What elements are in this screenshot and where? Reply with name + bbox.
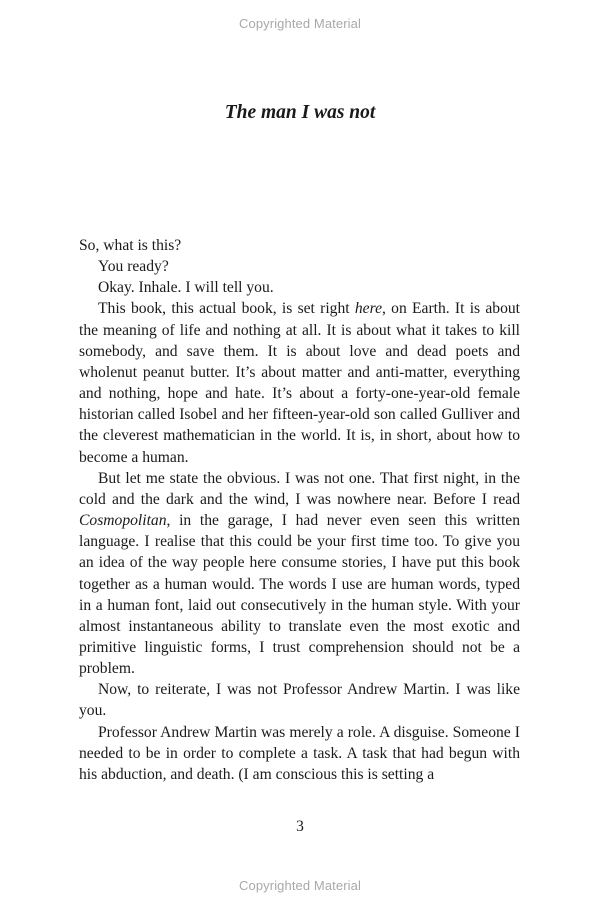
paragraph-5-lead: But let me state the obvious. I was not one. That first night, in the cold and the dark and the wind, I was nowhere near. Before I read — [79, 469, 520, 508]
paragraph-4-body: about the meaning of life and nothing at all. It is about what it takes to kill somebody, and save them. It is about love and dead poets and wholenut peanut butter. It’s about matter and anti-matter, everything and nothing, hope and hate. It’s about a forty-one-year-old female historian called Isobel and her fifteen-year-old son called Gulliver and the cleverest mathematician in the world. It is, in short, about how to become a human. — [79, 300, 521, 466]
paragraph-4 — [79, 298, 520, 467]
chapter-title: The man I was not — [224, 102, 376, 124]
copyright-watermark-bottom: Copyrighted Material — [239, 878, 361, 893]
paragraph-7: Professor Andrew Martin was merely a role. A disguise. Someone I needed to be in order to complete a task. A task that had begun with his abduction, and death. (I am conscious this is setting a — [79, 723, 520, 783]
paragraph-4-tail: , on Earth. It is — [382, 300, 486, 318]
copyright-watermark-top: Copyrighted Material — [239, 16, 361, 31]
emphasis-cosmopolitan: Cosmopolitan — [79, 512, 167, 530]
paragraph-6: Now, to reiterate, I was not Professor Andrew Martin. I was like you. — [79, 681, 520, 720]
body-text — [79, 235, 520, 785]
paragraph-2: You ready? — [98, 258, 169, 276]
paragraph-5-body: , in the garage, I had never even seen this written language. I realise that this could be your first time too. To give you an idea of the way people here consume stories, I have put this book together as a human would. The words I use are human words, typed in a human font, laid out consecutively in the human style. With your almost instantaneous ability to translate even the most exotic and primitive linguistic forms, I trust comprehension should not be a problem. — [79, 512, 520, 678]
paragraph-1: So, what is this? — [79, 237, 182, 254]
paragraph-4-lead: This book, this actual book, is set right — [98, 300, 355, 318]
paragraph-3: Okay. Inhale. I will tell you. — [98, 279, 274, 297]
paragraph-5 — [79, 468, 520, 680]
page-number: 3 — [296, 818, 304, 835]
emphasis-here: here — [354, 300, 382, 318]
